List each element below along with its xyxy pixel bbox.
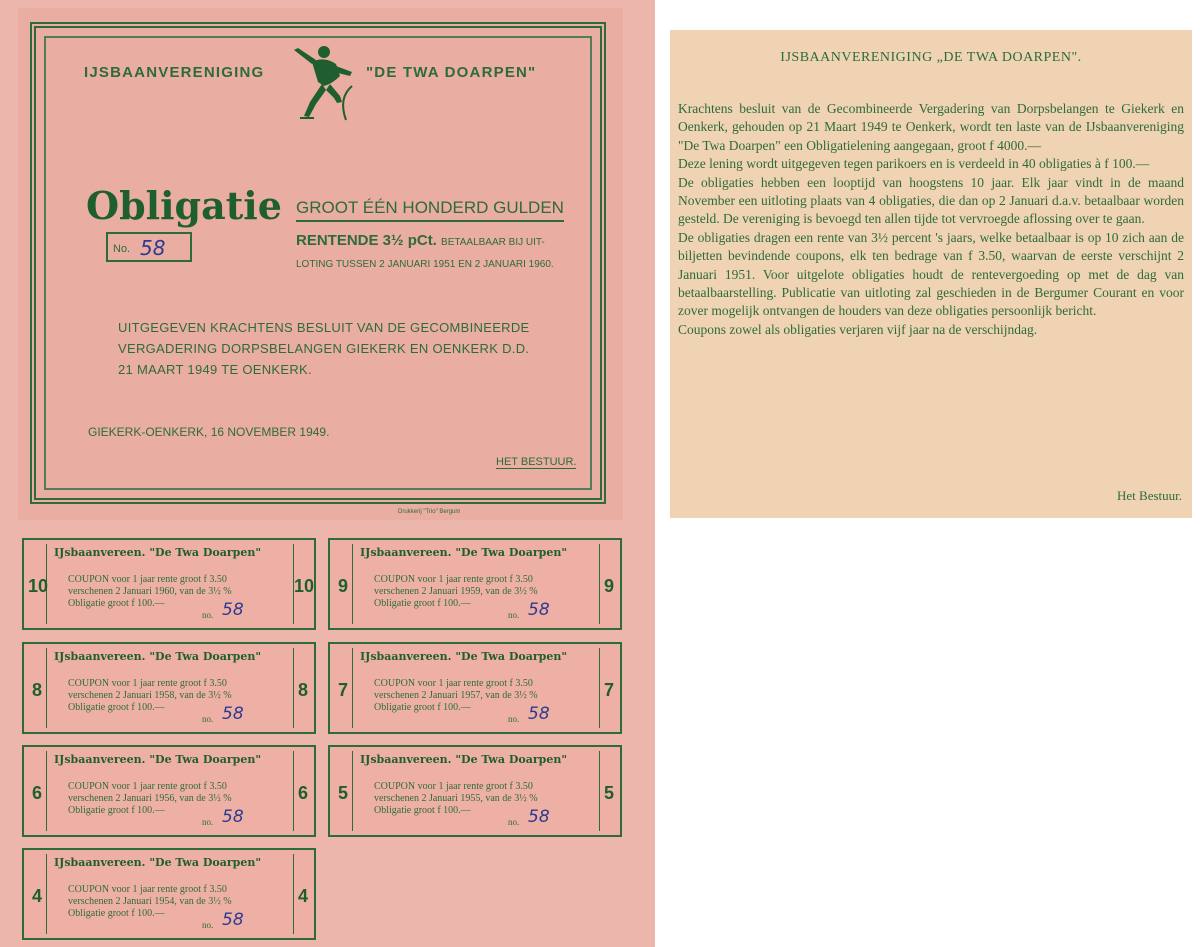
skater-logo-icon [282, 42, 362, 124]
coupon-no-label: no. [508, 817, 520, 827]
coupon-line-1: COUPON voor 1 jaar rente groot f 3.50 [374, 781, 533, 792]
coupon-no-handwritten: 58 [528, 807, 550, 827]
printer-credit: Drukkerij "Trio" Bergum [398, 509, 461, 515]
coupon-line-1: COUPON voor 1 jaar rente groot f 3.50 [68, 678, 227, 689]
interest-main: RENTENDE 3½ pCt. [296, 232, 437, 249]
bond-signature: HET BESTUUR. [496, 456, 577, 468]
coupon-no-handwritten: 58 [222, 704, 244, 724]
coupon-no-label: no. [202, 610, 214, 620]
notice-signature: Het Bestuur. [1117, 488, 1182, 503]
bond-number-label: No. [113, 243, 131, 255]
coupon-line-2: verschenen 2 Januari 1958, van de 3½ % [68, 690, 232, 701]
issued-line-2: VERGADERING DORPSBELANGEN GIEKERK EN OENKERK D.D. [118, 341, 530, 356]
coupon-line-3: Obligatie groot f 100.— [374, 805, 471, 816]
coupon-header: IJsbaanvereen. "De Twa Doarpen" [360, 546, 568, 559]
coupon-line-1: COUPON voor 1 jaar rente groot f 3.50 [68, 574, 227, 585]
coupon-header: IJsbaanvereen. "De Twa Doarpen" [360, 753, 568, 766]
coupon-no-label: no. [202, 714, 214, 724]
coupon-line-3: Obligatie groot f 100.— [68, 702, 165, 713]
coupon-no-handwritten: 58 [222, 600, 244, 620]
coupon-number-right: 4 [298, 886, 309, 906]
notice-body [678, 100, 1184, 339]
interest-small: BETAALBAAR BIJ UIT- [441, 237, 545, 248]
coupon-no-handwritten: 58 [528, 600, 550, 620]
coupon-number-left: 10 [28, 576, 49, 596]
coupon-number-left: 5 [338, 783, 349, 803]
coupon-number-right: 7 [604, 680, 615, 700]
coupon-4 [22, 848, 316, 940]
coupon-line-3: Obligatie groot f 100.— [374, 598, 471, 609]
coupon-7 [328, 642, 622, 734]
coupon-header: IJsbaanvereen. "De Twa Doarpen" [54, 753, 262, 766]
coupon-line-1: COUPON voor 1 jaar rente groot f 3.50 [68, 884, 227, 895]
coupon-line-2: verschenen 2 Januari 1956, van de 3½ % [68, 793, 232, 804]
coupon-6 [22, 745, 316, 837]
association-name-right: "DE TWA DOARPEN" [366, 64, 537, 81]
redemption-period: LOTING TUSSEN 2 JANUARI 1951 EN 2 JANUARI 1960. [296, 259, 554, 270]
notice-paragraph: Deze lening wordt uitgegeven tegen parikoers en is verdeeld in 40 obligaties à f 100.— [678, 156, 1150, 172]
coupon-number-right: 10 [294, 576, 315, 596]
notice-paragraph: De obligaties dragen een rente van 3½ percent 's jaars, welke betaalbaar is op 10 zich aan de biljetten bevindende coupons, elk ten bedrage van f 3.50, waarvan de eerste verschijnt 2 Januari 1951. Voor uitgelote obligaties houdt de rentevergoeding op met de dag van betaalbaarstelling. Publicatie van uitloting zal geschieden in de Bergumer Courant en voor zover mogelijk ontvangen de houders van deze obligaties persoonlijk bericht. [678, 229, 1184, 319]
coupon-no-handwritten: 58 [528, 704, 550, 724]
coupon-no-label: no. [202, 817, 214, 827]
bond-title: Obligatie [86, 183, 282, 228]
coupon-line-1: COUPON voor 1 jaar rente groot f 3.50 [68, 781, 227, 792]
coupon-header: IJsbaanvereen. "De Twa Doarpen" [54, 546, 262, 559]
coupon-number-right: 9 [604, 576, 615, 596]
coupon-number-left: 8 [32, 680, 43, 700]
issued-line-3: 21 MAART 1949 TE OENKERK. [118, 362, 312, 377]
issued-line-1: UITGEGEVEN KRACHTENS BESLUIT VAN DE GECOMBINEERDE [118, 320, 530, 335]
coupon-number-left: 7 [338, 680, 349, 700]
place-date: GIEKERK-OENKERK, 16 NOVEMBER 1949. [88, 425, 330, 439]
coupon-number-left: 4 [32, 886, 43, 906]
coupon-line-2: verschenen 2 Januari 1960, van de 3½ % [68, 586, 232, 597]
bond-amount: GROOT ÉÉN HONDERD GULDEN [296, 198, 564, 222]
coupon-line-3: Obligatie groot f 100.— [374, 702, 471, 713]
coupon-no-handwritten: 58 [222, 910, 244, 930]
coupon-line-1: COUPON voor 1 jaar rente groot f 3.50 [374, 678, 533, 689]
coupon-number-left: 6 [32, 783, 43, 803]
notice-title: IJSBAANVERENIGING „DE TWA DOARPEN". [780, 50, 1082, 65]
bond-number-box [106, 232, 192, 262]
coupon-no-handwritten: 58 [222, 807, 244, 827]
interest-line [296, 232, 545, 249]
coupon-10 [22, 538, 316, 630]
coupon-line-3: Obligatie groot f 100.— [68, 908, 165, 919]
coupon-number-left: 9 [338, 576, 349, 596]
coupon-line-3: Obligatie groot f 100.— [68, 805, 165, 816]
coupon-header: IJsbaanvereen. "De Twa Doarpen" [360, 650, 568, 663]
coupon-9 [328, 538, 622, 630]
coupon-line-1: COUPON voor 1 jaar rente groot f 3.50 [374, 574, 533, 585]
coupon-header: IJsbaanvereen. "De Twa Doarpen" [54, 650, 262, 663]
association-name-left: IJSBAANVERENIGING [84, 64, 265, 81]
coupon-number-right: 5 [604, 783, 615, 803]
coupon-line-2: verschenen 2 Januari 1957, van de 3½ % [374, 690, 538, 701]
coupon-header: IJsbaanvereen. "De Twa Doarpen" [54, 856, 262, 869]
coupon-8 [22, 642, 316, 734]
coupon-line-2: verschenen 2 Januari 1959, van de 3½ % [374, 586, 538, 597]
notice-paragraph: De obligaties hebben een looptijd van hoogstens 10 jaar. Elk jaar vindt in de maand November een uitloting plaats van 4 obligaties, die dan op 2 Januari d.a.v. betaalbaar worden gesteld. De vereniging is bevoegd ten allen tijde tot vervroegde aflossing over te gaan. [678, 174, 1184, 227]
coupon-number-right: 6 [298, 783, 309, 803]
bond-terms-notice [670, 30, 1192, 518]
notice-paragraph: Krachtens besluit van de Gecombineerde Vergadering van Dorpsbelangen te Giekerk en Oenkerk, gehouden op 21 Maart 1949 te Oenkerk, wordt ten laste van de IJsbaanvereniging "De Twa Doarpen" een Obligatielening aangegaan, groot f 4000.— [678, 101, 1184, 153]
bond-number-handwritten: 58 [140, 236, 166, 260]
coupon-number-right: 8 [298, 680, 309, 700]
coupon-no-label: no. [202, 920, 214, 930]
coupon-5 [328, 745, 622, 837]
coupon-no-label: no. [508, 610, 520, 620]
notice-paragraph: Coupons zowel als obligaties verjaren vijf jaar na de verschijndag. [678, 321, 1038, 337]
coupon-line-2: verschenen 2 Januari 1954, van de 3½ % [68, 896, 232, 907]
coupon-no-label: no. [508, 714, 520, 724]
coupon-line-3: Obligatie groot f 100.— [68, 598, 165, 609]
coupon-line-2: verschenen 2 Januari 1955, van de 3½ % [374, 793, 538, 804]
